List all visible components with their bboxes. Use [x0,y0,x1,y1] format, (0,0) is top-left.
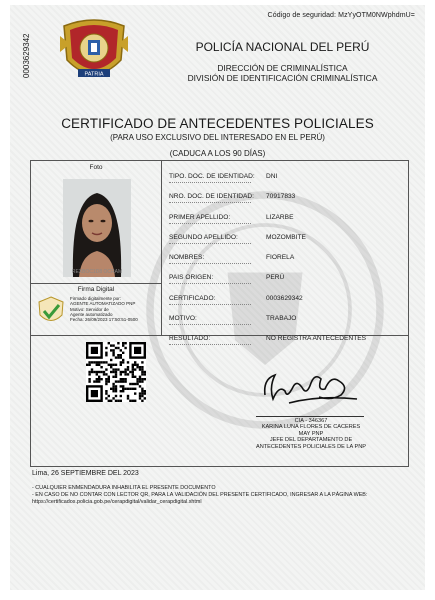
validity-note: (CADUCA A LOS 90 DÍAS) [169,149,266,158]
field-second-surname: SEGUNDO APELLIDO: MOZOMBITE [169,233,306,241]
field-certificate: CERTIFICADO: 0003629342 [169,294,303,302]
digital-signature-block [34,293,159,331]
field-doc-type: TIPO. DOC. DE IDENTIDAD: DNI [169,173,278,180]
signature-line [256,416,364,417]
validation-link[interactable]: https://certificados.policia.gob.pe/cerapdigital/validar_cerapdigital.xhtml [32,499,202,506]
field-result: RESULTADO: NO REGISTRA ANTECEDENTES [169,335,367,343]
svg-text:PATRIA: PATRIA [84,71,104,78]
digital-signature-label: Firma Digital [31,283,161,293]
signature-checkmark-icon [36,295,66,327]
certificate-data-box [30,160,409,467]
validation-qr-code[interactable] [86,342,146,402]
field-first-surname: PRIMER APELLIDO: LIZARBE [169,213,294,221]
field-names: NOMBRES: FIORELA [169,254,295,262]
org-name: POLICÍA NACIONAL DEL PERÚ [195,40,370,54]
police-seal-logo [58,16,130,84]
photo-label: Foto [89,164,103,171]
handwritten-signature [259,365,363,409]
department: DIRECCIÓN DE CRIMINALÍSTICA DIVISIÓN DE IDENTIFICACIÓN CRIMINALÍSTICA [187,63,378,83]
personal-data-fields [169,169,404,352]
footer-notes: - CUALQUIER ENMENDADURA INHABILITA EL PRESENTE DOCUMENTO - EN CASO DE NO CONTAR CON LECTOR QR, PARA LA VALIDACIÓN DEL PRESENTE CERTIFICADO, INGRESAR A LA PÁGINA WEB: https://certificados.policia.gob.pe/cerapdigital/validar_cerapdigital.xhtml [32,485,427,507]
signer-details: CIA - 346367 KARINA LUNA FLORES DE CACERES MAY PNP JEFE DEL DEPARTAMENTO DE ANTECEDENTES POLICIALES DE LA PNP [255,418,367,450]
document-subtitle: (PARA USO EXCLUSIVO DEL INTERESADO EN EL PERÚ) [110,133,325,142]
document-title: CERTIFICADO DE ANTECEDENTES POLICIALES [61,116,374,131]
field-doc-number: NRO. DOC. DE IDENTIDAD: 70917833 [169,193,296,201]
holder-photo [63,179,131,277]
security-code: Código de seguridad: MzYyOTM0NWphdmU= [267,12,415,19]
field-reason: MOTIVO: TRABAJO [169,315,297,323]
issue-date: Lima, 26 SEPTIEMBRE DEL 2023 [32,470,139,477]
column-divider [161,161,162,335]
side-serial-number: 0003629342 [22,33,31,78]
signature-details: Firmado digitalmente por: AGENTE AUTOMATIZADO PNP Motivo: Servidor de Agente automatizado Fecha: 26/09/2023 17:50:51-0500 [70,296,138,323]
svg-text:REXBOC1D8 OCRAM: REXBOC1D8 OCRAM [71,269,123,275]
field-country: PAIS ORIGEN: PERÚ [169,274,285,282]
portrait-image [63,179,131,277]
